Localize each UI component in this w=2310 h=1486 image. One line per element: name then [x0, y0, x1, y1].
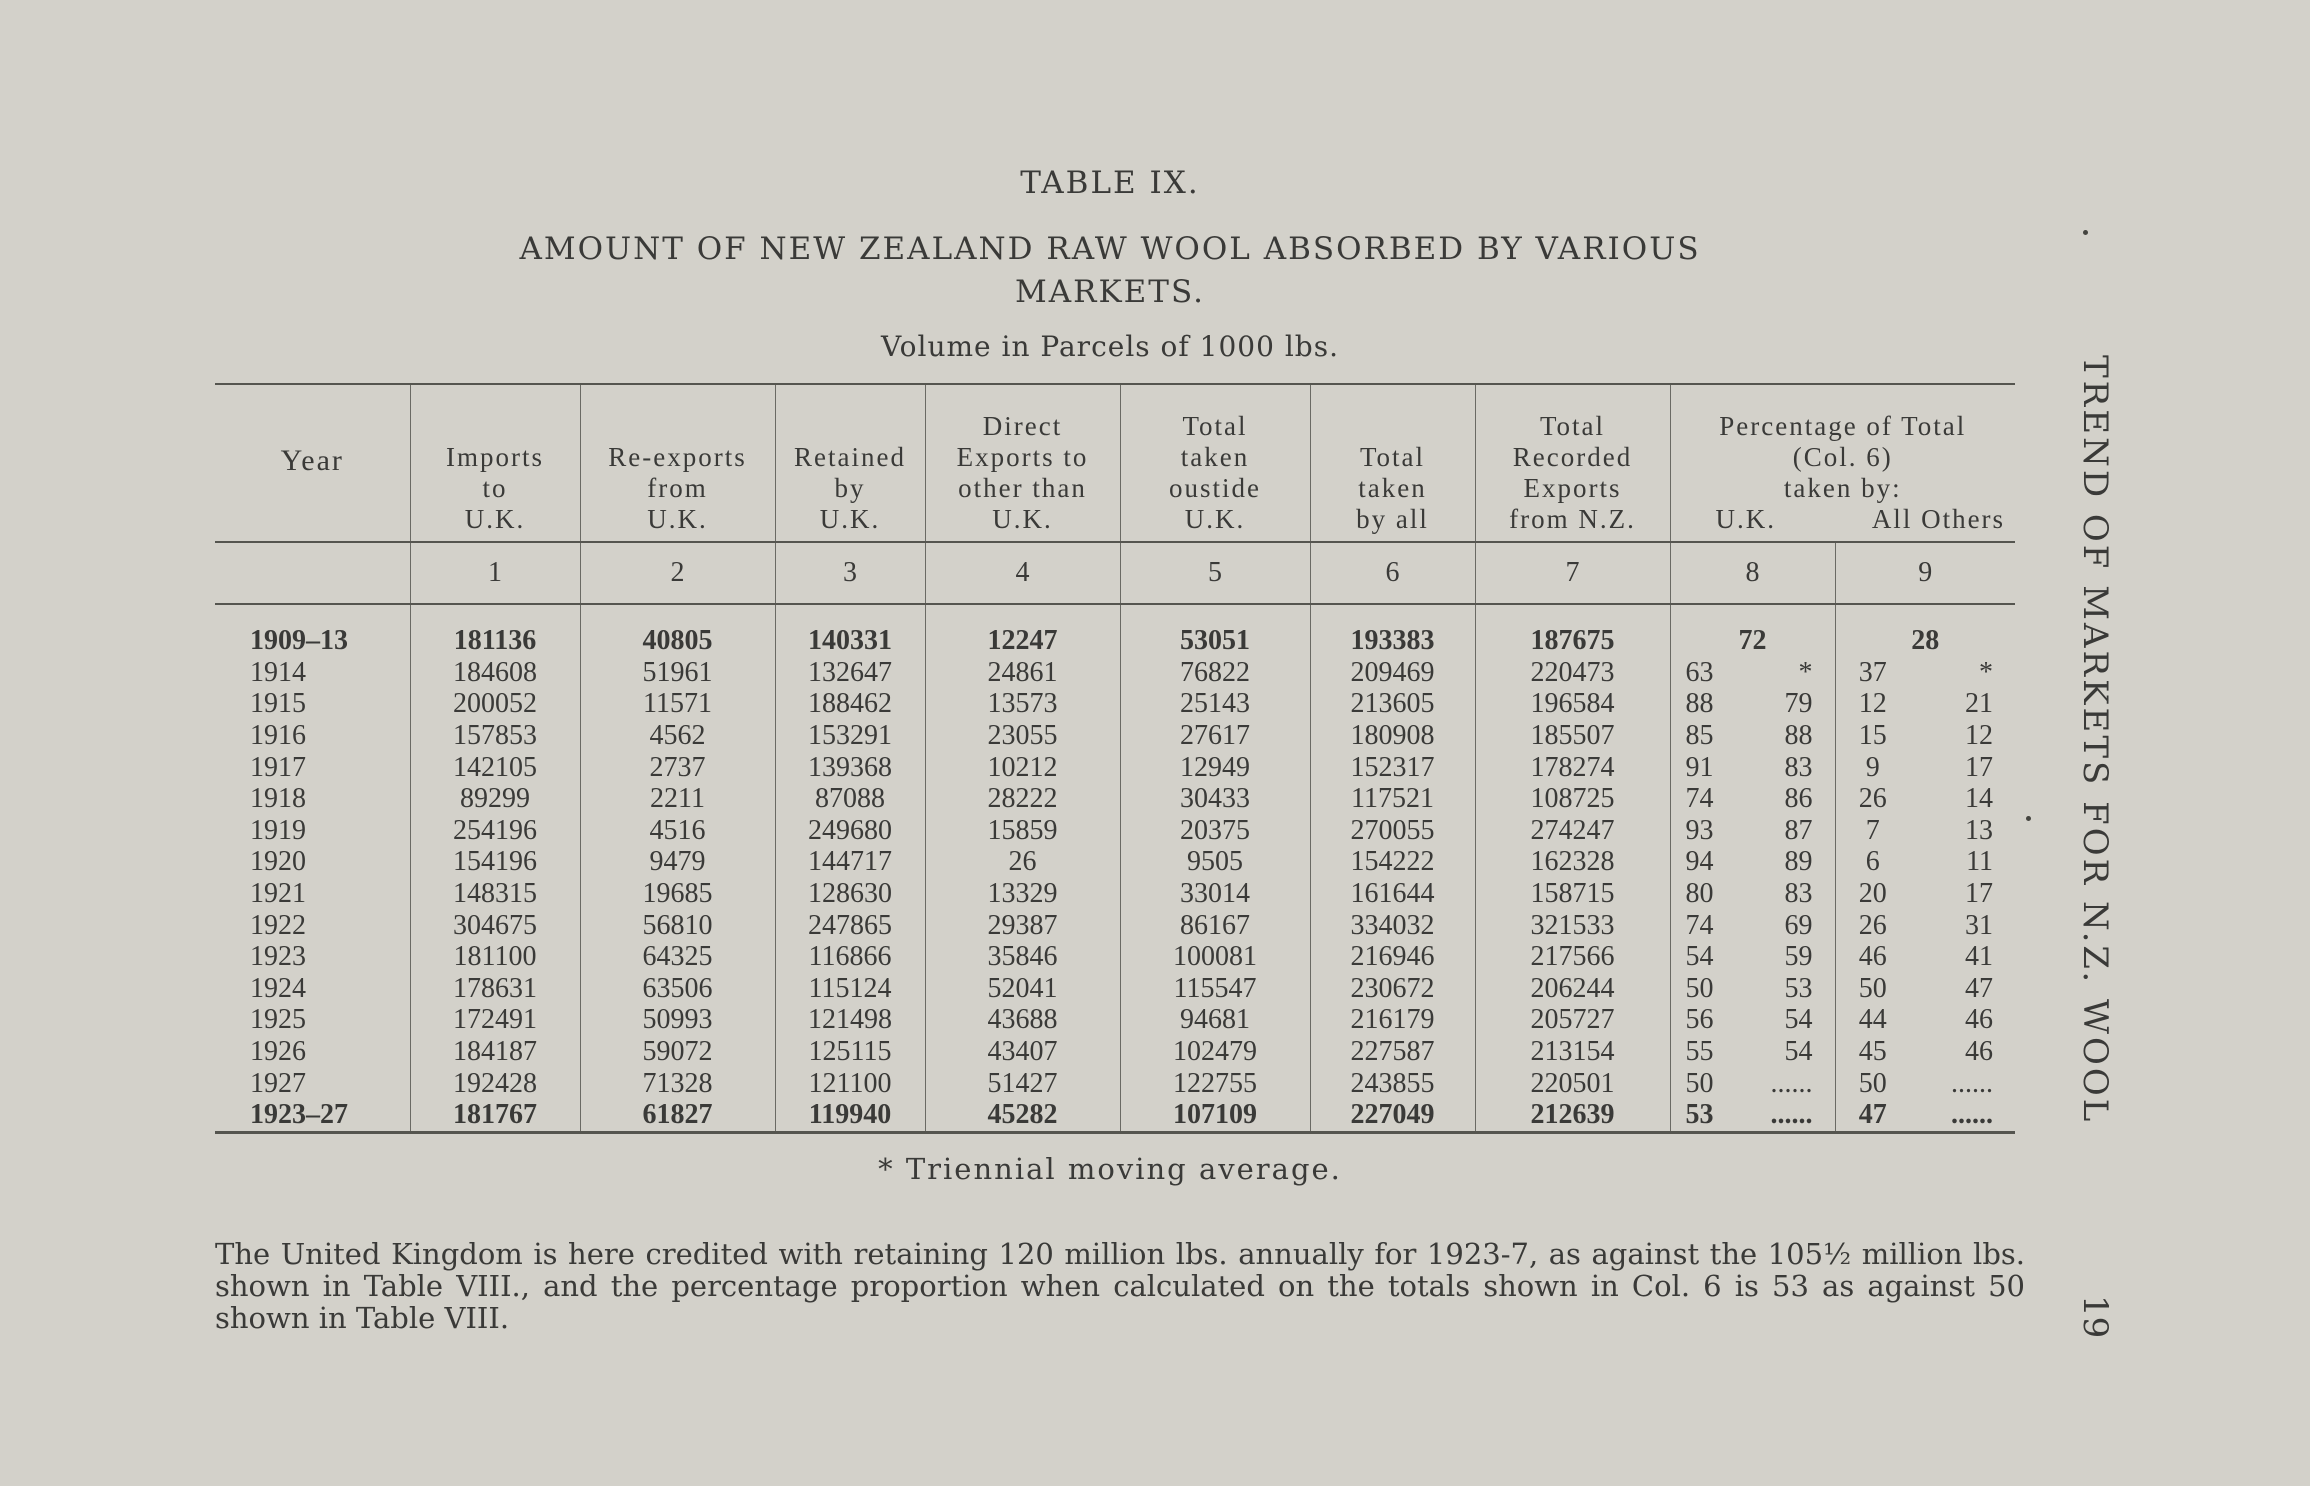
- cell-year: 1917: [250, 751, 306, 783]
- cell-uk: 74: [1670, 783, 1745, 815]
- cell-uk-avg: 83: [1784, 878, 1813, 910]
- volume-note: Volume in Parcels of 1000 lbs.: [881, 330, 1339, 363]
- cell-year: 1924: [250, 972, 306, 1004]
- cell-retained: 121100: [775, 1067, 925, 1099]
- cell-others: 6: [1835, 846, 1910, 878]
- stray-dot: [2026, 816, 2031, 821]
- cell-retained: 87088: [775, 783, 925, 815]
- cell-imports: 178631: [410, 973, 580, 1005]
- cell-reexports: 64325: [580, 941, 775, 973]
- footnote: * Triennial moving average.: [878, 1152, 1342, 1186]
- stray-dot: [2083, 230, 2088, 235]
- cell-outside: 20375: [1120, 815, 1310, 847]
- cell-others: 50: [1835, 973, 1910, 1005]
- cell-outside: 30433: [1120, 783, 1310, 815]
- cell-uk-avg: 53: [1784, 972, 1813, 1004]
- cell-byall: 230672: [1310, 973, 1475, 1005]
- cell-others: 47: [1835, 1099, 1910, 1132]
- cell-recorded: 212639: [1475, 1099, 1670, 1132]
- cell-uk: 56: [1670, 1004, 1745, 1036]
- cell-uk: 72: [1670, 625, 1835, 657]
- cell-retained: 115124: [775, 973, 925, 1005]
- cell-direct: 10212: [925, 751, 1120, 783]
- table-row: [215, 1004, 2015, 1036]
- header-taken-by-all: Total taken by all: [1310, 384, 1475, 542]
- cell-others-avg: 41: [1965, 941, 1994, 973]
- cell-retained: 188462: [775, 688, 925, 720]
- cell-year: 1923: [250, 941, 306, 973]
- cell-retained: 153291: [775, 720, 925, 752]
- cell-recorded: 217566: [1475, 941, 1670, 973]
- col-number: 8: [1670, 542, 1835, 604]
- cell-retained: 132647: [775, 657, 925, 689]
- cell-reexports: 51961: [580, 657, 775, 689]
- table-row: [215, 1067, 2015, 1099]
- cell-uk: 50: [1670, 973, 1745, 1005]
- cell-direct: 52041: [925, 973, 1120, 1005]
- table-row: [215, 783, 2015, 815]
- cell-uk: 93: [1670, 815, 1745, 847]
- table-row: [215, 1036, 2015, 1068]
- cell-outside: 33014: [1120, 878, 1310, 910]
- cell-direct: 28222: [925, 783, 1120, 815]
- cell-byall: 180908: [1310, 720, 1475, 752]
- body-paragraph: The United Kingdom is here credited with retaining 120 million lbs. annually for 1923-7, as against the 105½ million lbs. shown in Table VIII., and the percentage proportion when calculated on the totals shown in Col. 6 is 53 as against 50 shown in Table VIII.: [215, 1237, 2025, 1335]
- header-pct-others: All Others: [1871, 504, 2006, 534]
- cell-recorded: 274247: [1475, 815, 1670, 847]
- cell-year: 1921: [250, 878, 306, 910]
- cell-year: 1926: [250, 1036, 306, 1068]
- cell-byall: 152317: [1310, 751, 1475, 783]
- cell-reexports: 59072: [580, 1036, 775, 1068]
- cell-outside: 86167: [1120, 909, 1310, 941]
- cell-byall: 227049: [1310, 1099, 1475, 1132]
- cell-others-avg: *: [1979, 656, 1994, 688]
- cell-imports: 304675: [410, 909, 580, 941]
- header-year: Year: [215, 384, 410, 542]
- table-row: [215, 625, 2015, 657]
- cell-others-avg: 21: [1965, 688, 1994, 720]
- cell-recorded: 205727: [1475, 1004, 1670, 1036]
- cell-recorded: 321533: [1475, 909, 1670, 941]
- cell-byall: 161644: [1310, 878, 1475, 910]
- cell-others: 37: [1835, 657, 1910, 689]
- cell-uk: 53: [1670, 1099, 1745, 1132]
- cell-byall: 243855: [1310, 1067, 1475, 1099]
- cell-year: 1922: [250, 909, 306, 941]
- cell-reexports: 71328: [580, 1067, 775, 1099]
- cell-direct: 51427: [925, 1067, 1120, 1099]
- cell-direct: 43688: [925, 1004, 1120, 1036]
- cell-uk-avg: 54: [1784, 1036, 1813, 1068]
- cell-direct: 12247: [925, 625, 1120, 657]
- cell-uk-avg: *: [1798, 656, 1813, 688]
- cell-recorded: 196584: [1475, 688, 1670, 720]
- cell-uk-avg: 54: [1784, 1004, 1813, 1036]
- page-number: 19: [2075, 1295, 2115, 1339]
- cell-retained: 125115: [775, 1036, 925, 1068]
- cell-imports: 181767: [410, 1099, 580, 1132]
- cell-imports: 154196: [410, 846, 580, 878]
- col-number: 5: [1120, 542, 1310, 604]
- table-row: [215, 846, 2015, 878]
- cell-others: 50: [1835, 1067, 1910, 1099]
- cell-others: 44: [1835, 1004, 1910, 1036]
- cell-direct: 45282: [925, 1099, 1120, 1132]
- cell-others: 12: [1835, 688, 1910, 720]
- cell-others-avg: 46: [1965, 1004, 1994, 1036]
- table-row: [215, 973, 2015, 1005]
- cell-byall: 117521: [1310, 783, 1475, 815]
- cell-direct: 23055: [925, 720, 1120, 752]
- header-retained: Retained by U.K.: [775, 384, 925, 542]
- cell-direct: 43407: [925, 1036, 1120, 1068]
- header-imports: Imports to U.K.: [410, 384, 580, 542]
- cell-reexports: 2737: [580, 751, 775, 783]
- cell-direct: 24861: [925, 657, 1120, 689]
- cell-uk: 80: [1670, 878, 1745, 910]
- cell-reexports: 2211: [580, 783, 775, 815]
- cell-reexports: 19685: [580, 878, 775, 910]
- table-row: [215, 815, 2015, 847]
- cell-outside: 12949: [1120, 751, 1310, 783]
- col-number: 2: [580, 542, 775, 604]
- cell-year: 1916: [250, 720, 306, 752]
- table-row: [215, 720, 2015, 752]
- cell-others-avg: 46: [1965, 1036, 1994, 1068]
- cell-uk: 54: [1670, 941, 1745, 973]
- cell-byall: 270055: [1310, 815, 1475, 847]
- cell-others: 7: [1835, 815, 1910, 847]
- cell-others-avg: ......: [1910, 1099, 2015, 1132]
- header-pct-uk: U.K.: [1715, 504, 1776, 534]
- table-row: [215, 1099, 2015, 1132]
- cell-retained: 128630: [775, 878, 925, 910]
- cell-outside: 9505: [1120, 846, 1310, 878]
- cell-uk-avg: 88: [1784, 720, 1813, 752]
- cell-direct: 29387: [925, 909, 1120, 941]
- cell-reexports: 4516: [580, 815, 775, 847]
- cell-others: 26: [1835, 909, 1910, 941]
- col-number: 3: [775, 542, 925, 604]
- cell-recorded: 220473: [1475, 657, 1670, 689]
- cell-recorded: 220501: [1475, 1067, 1670, 1099]
- cell-uk-avg: 89: [1784, 846, 1813, 878]
- cell-imports: 157853: [410, 720, 580, 752]
- cell-byall: 193383: [1310, 625, 1475, 657]
- cell-imports: 172491: [410, 1004, 580, 1036]
- table-row: [215, 909, 2015, 941]
- cell-retained: 140331: [775, 625, 925, 657]
- cell-uk-avg: 69: [1784, 909, 1813, 941]
- cell-imports: 200052: [410, 688, 580, 720]
- cell-reexports: 61827: [580, 1099, 775, 1132]
- cell-outside: 27617: [1120, 720, 1310, 752]
- cell-outside: 122755: [1120, 1067, 1310, 1099]
- cell-imports: 192428: [410, 1067, 580, 1099]
- cell-retained: 139368: [775, 751, 925, 783]
- cell-uk: 50: [1670, 1067, 1745, 1099]
- cell-outside: 100081: [1120, 941, 1310, 973]
- cell-byall: 213605: [1310, 688, 1475, 720]
- cell-uk: 94: [1670, 846, 1745, 878]
- table-body: [215, 625, 2015, 1132]
- header-percentage: Percentage of Total (Col. 6) taken by: U.K. All Others: [1670, 384, 2015, 542]
- col-number: 9: [1835, 542, 2015, 604]
- header-direct-exports: Direct Exports to other than U.K.: [925, 384, 1120, 542]
- table-row: [215, 878, 2015, 910]
- cell-uk-avg: ......: [1745, 1099, 1835, 1132]
- cell-direct: 13329: [925, 878, 1120, 910]
- table-row: [215, 751, 2015, 783]
- cell-reexports: 56810: [580, 909, 775, 941]
- cell-recorded: 185507: [1475, 720, 1670, 752]
- cell-year: 1923–27: [215, 1099, 410, 1132]
- table-title: TABLE IX.: [1020, 165, 1200, 201]
- cell-byall: 209469: [1310, 657, 1475, 689]
- cell-reexports: 40805: [580, 625, 775, 657]
- cell-outside: 107109: [1120, 1099, 1310, 1132]
- cell-outside: 115547: [1120, 973, 1310, 1005]
- running-head: TREND OF MARKETS FOR N.Z. WOOL: [2075, 355, 2115, 1125]
- cell-uk: 63: [1670, 657, 1745, 689]
- cell-reexports: 4562: [580, 720, 775, 752]
- main-title: [0, 228, 2220, 314]
- cell-recorded: 162328: [1475, 846, 1670, 878]
- cell-others-avg: 11: [1966, 846, 1994, 878]
- cell-others: 28: [1835, 625, 2015, 657]
- table-row: [215, 657, 2015, 689]
- cell-recorded: 187675: [1475, 625, 1670, 657]
- cell-imports: 181100: [410, 941, 580, 973]
- table-row: [215, 688, 2015, 720]
- cell-reexports: 63506: [580, 973, 775, 1005]
- cell-year: 1925: [250, 1004, 306, 1036]
- header-outside-uk: Total taken oustide U.K.: [1120, 384, 1310, 542]
- cell-others-avg: ......: [1951, 1067, 1994, 1099]
- cell-imports: 142105: [410, 751, 580, 783]
- cell-imports: 148315: [410, 878, 580, 910]
- col-number: 4: [925, 542, 1120, 604]
- cell-others: 9: [1835, 751, 1910, 783]
- cell-uk-avg: 83: [1784, 751, 1813, 783]
- cell-imports: 184608: [410, 657, 580, 689]
- cell-uk-avg: 79: [1784, 688, 1813, 720]
- header-recorded-exports: Total Recorded Exports from N.Z.: [1475, 384, 1670, 542]
- cell-retained: 144717: [775, 846, 925, 878]
- cell-uk: 55: [1670, 1036, 1745, 1068]
- cell-imports: 184187: [410, 1036, 580, 1068]
- cell-outside: 76822: [1120, 657, 1310, 689]
- cell-retained: 247865: [775, 909, 925, 941]
- cell-byall: 216179: [1310, 1004, 1475, 1036]
- col-number: 7: [1475, 542, 1670, 604]
- cell-year: 1920: [250, 846, 306, 878]
- cell-others-avg: 17: [1965, 751, 1994, 783]
- header-reexports: Re-exports from U.K.: [580, 384, 775, 542]
- cell-outside: 53051: [1120, 625, 1310, 657]
- cell-direct: 35846: [925, 941, 1120, 973]
- cell-others: 26: [1835, 783, 1910, 815]
- cell-others-avg: 12: [1965, 720, 1994, 752]
- cell-byall: 227587: [1310, 1036, 1475, 1068]
- table-header: [215, 384, 2015, 625]
- cell-byall: 216946: [1310, 941, 1475, 973]
- cell-uk: 91: [1670, 751, 1745, 783]
- cell-imports: 89299: [410, 783, 580, 815]
- cell-year: 1918: [250, 783, 306, 815]
- cell-others: 20: [1835, 878, 1910, 910]
- col-number: 6: [1310, 542, 1475, 604]
- cell-uk-avg: 86: [1784, 783, 1813, 815]
- cell-year: 1915: [250, 688, 306, 720]
- cell-retained: 249680: [775, 815, 925, 847]
- cell-reexports: 9479: [580, 846, 775, 878]
- cell-uk-avg: ......: [1770, 1067, 1813, 1099]
- cell-retained: 119940: [775, 1099, 925, 1132]
- column-number-row: [215, 542, 2015, 604]
- cell-others: 15: [1835, 720, 1910, 752]
- cell-recorded: 178274: [1475, 751, 1670, 783]
- cell-retained: 116866: [775, 941, 925, 973]
- cell-recorded: 206244: [1475, 973, 1670, 1005]
- cell-uk: 88: [1670, 688, 1745, 720]
- cell-direct: 13573: [925, 688, 1120, 720]
- cell-others-avg: 14: [1965, 783, 1994, 815]
- cell-outside: 94681: [1120, 1004, 1310, 1036]
- col-number: 1: [410, 542, 580, 604]
- main-title-line-1: AMOUNT OF NEW ZEALAND RAW WOOL ABSORBED BY VARIOUS: [519, 231, 1701, 267]
- cell-others: 45: [1835, 1036, 1910, 1068]
- cell-direct: 15859: [925, 815, 1120, 847]
- cell-year: 1919: [250, 814, 306, 846]
- cell-direct: 26: [925, 846, 1120, 878]
- cell-reexports: 50993: [580, 1004, 775, 1036]
- cell-byall: 334032: [1310, 909, 1475, 941]
- cell-year: 1914: [250, 656, 306, 688]
- main-title-line-2: MARKETS.: [1015, 274, 1205, 310]
- cell-year: 1909–13: [250, 625, 348, 657]
- cell-outside: 102479: [1120, 1036, 1310, 1068]
- cell-others-avg: 47: [1965, 972, 1994, 1004]
- cell-others-avg: 17: [1965, 878, 1994, 910]
- cell-outside: 25143: [1120, 688, 1310, 720]
- cell-others: 46: [1835, 941, 1910, 973]
- cell-year: 1927: [250, 1067, 306, 1099]
- cell-imports: 254196: [410, 815, 580, 847]
- cell-byall: 154222: [1310, 846, 1475, 878]
- cell-uk-avg: 87: [1784, 814, 1813, 846]
- cell-uk: 74: [1670, 909, 1745, 941]
- cell-imports: 181136: [410, 625, 580, 657]
- cell-others-avg: 31: [1965, 909, 1994, 941]
- cell-recorded: 213154: [1475, 1036, 1670, 1068]
- cell-retained: 121498: [775, 1004, 925, 1036]
- cell-recorded: 158715: [1475, 878, 1670, 910]
- cell-others-avg: 13: [1965, 814, 1994, 846]
- wool-markets-table: [215, 383, 2015, 1134]
- table-row: [215, 941, 2015, 973]
- cell-recorded: 108725: [1475, 783, 1670, 815]
- cell-reexports: 11571: [580, 688, 775, 720]
- cell-uk: 85: [1670, 720, 1745, 752]
- cell-uk-avg: 59: [1784, 941, 1813, 973]
